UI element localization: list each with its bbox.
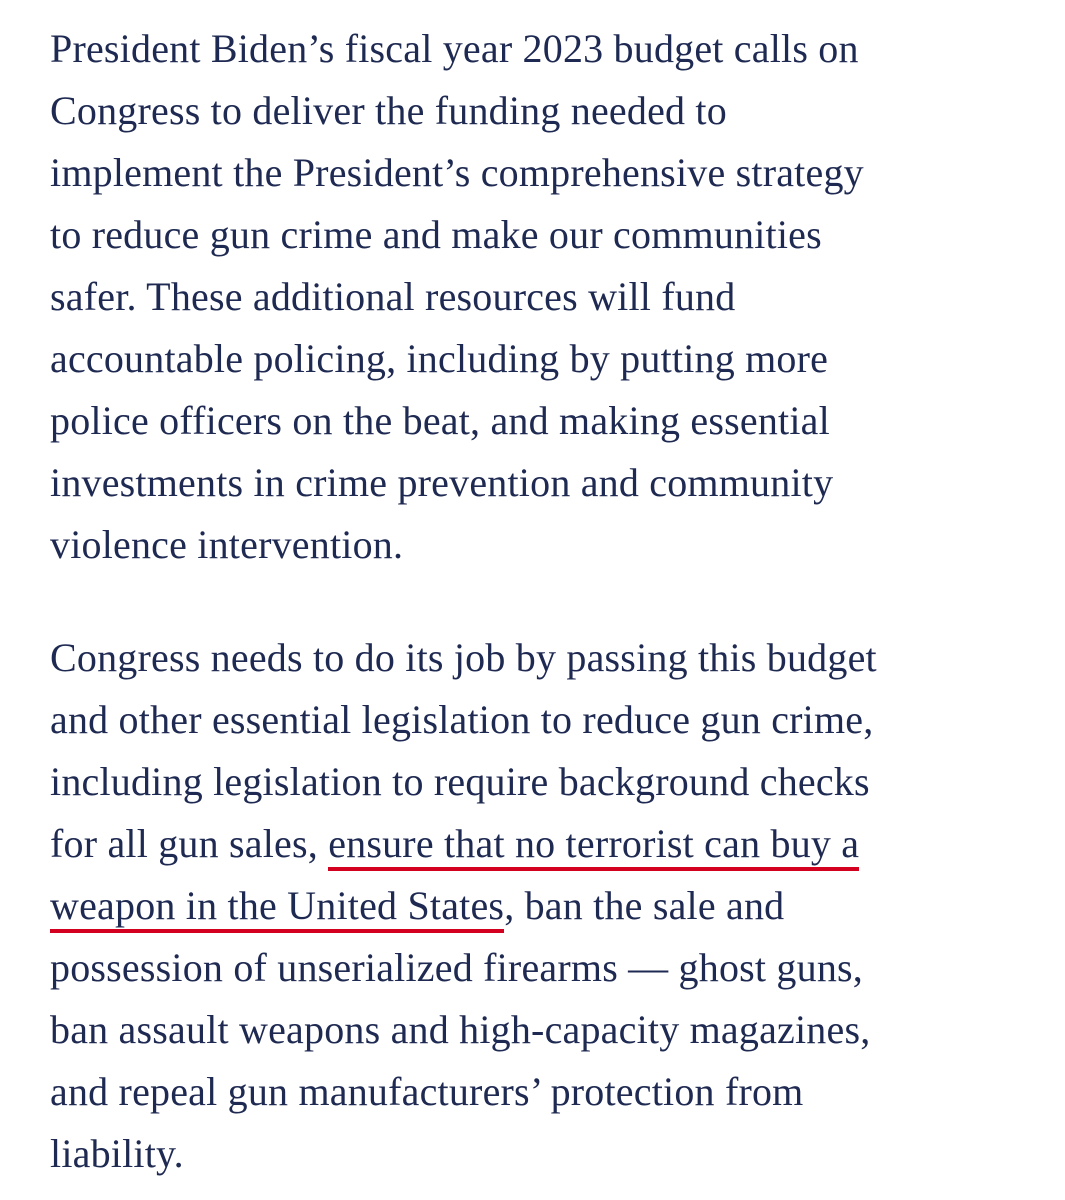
text-line: and repeal gun manufacturers’ protection from [50,1069,804,1114]
text-line: and other essential legislation to reduce gun crime, [50,697,874,742]
text-line: President Biden’s fiscal year 2023 budget calls on [50,26,859,71]
text-line: police officers on the beat, and making essential [50,398,830,443]
text-segment: , ban the sale and [504,883,785,928]
text-line: possession of unserialized firearms — ghost guns, [50,945,864,990]
text-line: including legislation to require background checks [50,759,870,804]
text-line: Congress to deliver the funding needed to [50,88,727,133]
text-line: accountable policing, including by putting more [50,336,829,381]
text-line: implement the President’s comprehensive strategy [50,150,864,195]
text-line: to reduce gun crime and make our communities [50,212,822,257]
red-underlined-text: weapon in the United States [50,883,504,933]
article-body [50,18,1040,1185]
text-line: safer. These additional resources will fund [50,274,736,319]
text-line-with-highlight [50,875,1040,937]
text-line: liability. [50,1131,184,1176]
text-line: violence intervention. [50,522,404,567]
text-line: ban assault weapons and high-capacity magazines, [50,1007,871,1052]
text-segment: for all gun sales, [50,821,329,866]
paragraph-budget [50,18,1040,576]
text-line: investments in crime prevention and community [50,460,834,505]
paragraph-congress [50,627,1040,1185]
red-underlined-text: ensure that no terrorist can buy a [328,821,859,871]
text-line: Congress needs to do its job by passing this budget [50,635,877,680]
text-line-with-highlight [50,813,1040,875]
